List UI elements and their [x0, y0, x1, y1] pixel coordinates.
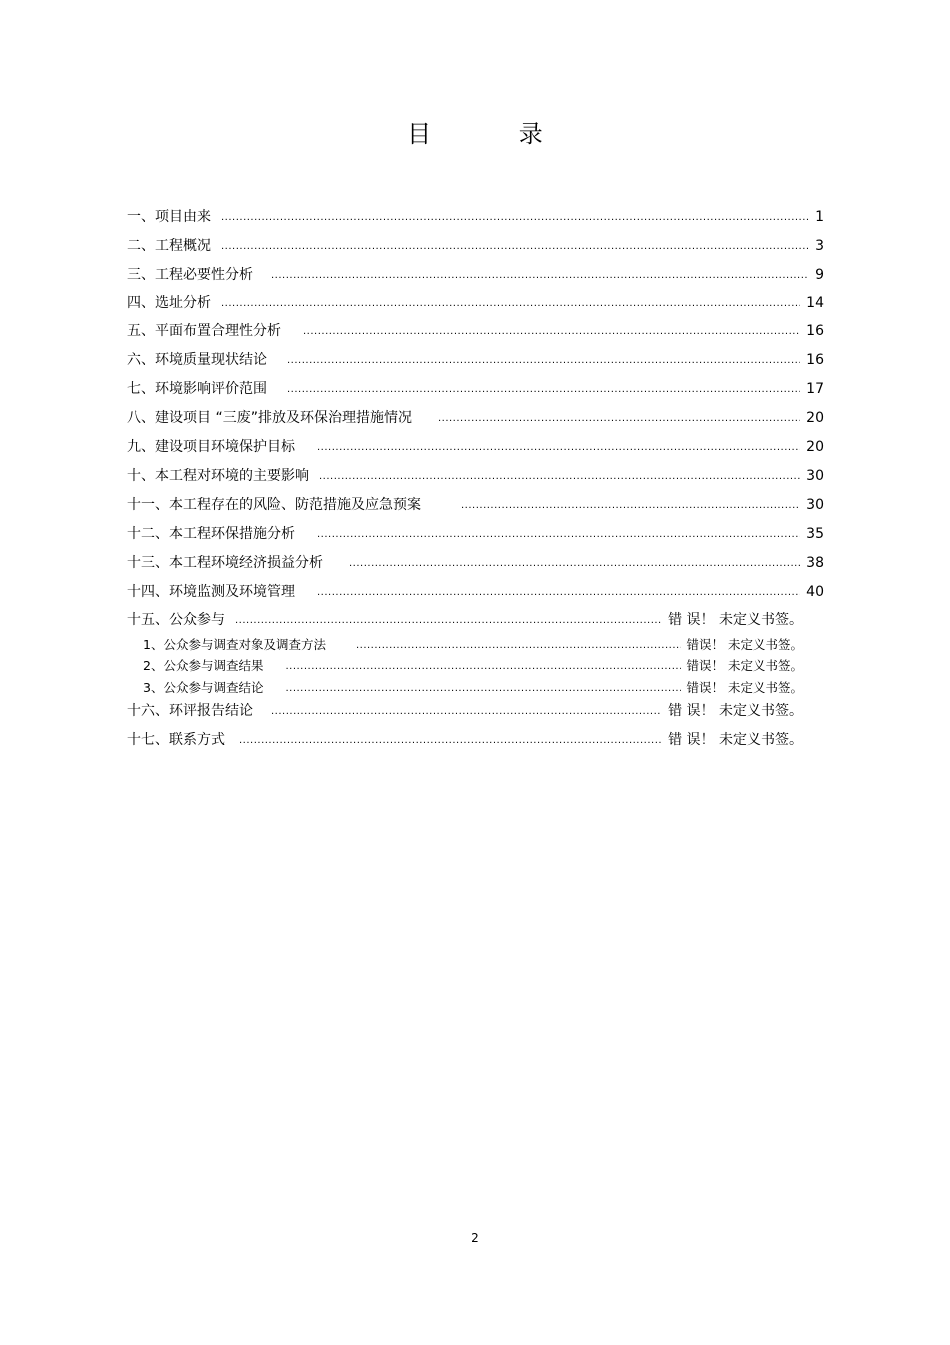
toc-leader-dots — [317, 583, 800, 603]
toc-entry-page: 错误！ 未定义书签。 — [686, 637, 803, 652]
toc-entry-page: 20 — [806, 439, 824, 455]
toc-entry-page: 30 — [806, 468, 824, 484]
toc-entry-label: 3、公众参与调查结论 — [143, 680, 264, 695]
toc-entry[interactable] — [127, 582, 824, 604]
toc-entry[interactable] — [127, 207, 824, 229]
toc-leader-dots — [239, 731, 662, 751]
toc-leader-dots — [317, 438, 800, 458]
toc-entry-label: 十六、环评报告结论 — [127, 703, 253, 719]
toc-leader-dots — [221, 294, 800, 314]
toc-entry-label: 八、建设项目 “三废”排放及环保治理措施情况 — [127, 410, 412, 426]
toc-leader-dots — [317, 525, 800, 545]
toc-leader-dots — [285, 679, 680, 699]
toc-entry[interactable] — [127, 495, 824, 517]
toc-entry-page: 错 误！ 未定义书签。 — [668, 703, 803, 719]
toc-title: 目 录 — [407, 120, 583, 148]
toc-entry-label: 十五、公众参与 — [127, 612, 225, 628]
toc-entry[interactable] — [127, 730, 803, 752]
toc-entry[interactable] — [127, 379, 824, 401]
toc-leader-dots — [287, 380, 800, 400]
toc-leader-dots — [271, 702, 662, 722]
toc-entry-label: 十三、本工程环境经济损益分析 — [127, 555, 323, 571]
toc-leader-dots — [303, 322, 800, 342]
toc-entry-page: 3 — [815, 238, 824, 254]
toc-entry-label: 五、平面布置合理性分析 — [127, 323, 281, 339]
toc-entry-page: 错误！ 未定义书签。 — [686, 658, 803, 673]
toc-entry-label: 1、公众参与调查对象及调查方法 — [143, 637, 326, 652]
toc-entry[interactable] — [127, 265, 824, 287]
toc-entry[interactable] — [127, 466, 824, 488]
toc-entry[interactable] — [127, 293, 824, 315]
toc-entry-page: 9 — [815, 267, 824, 283]
toc-entry-label: 十四、环境监测及环境管理 — [127, 584, 295, 600]
toc-entry-page: 错 误！ 未定义书签。 — [668, 732, 803, 748]
toc-subentry[interactable] — [143, 656, 803, 678]
toc-entry-page: 16 — [806, 323, 824, 339]
toc-entry-label: 二、工程概况 — [127, 238, 211, 254]
toc-entry-page: 38 — [806, 555, 824, 571]
toc-leader-dots — [287, 351, 800, 371]
toc-entry-page: 30 — [806, 497, 824, 513]
toc-leader-dots — [221, 208, 809, 228]
toc-entry-page: 1 — [815, 209, 824, 225]
toc-entry-label: 七、环境影响评价范围 — [127, 381, 267, 397]
toc-entry[interactable] — [127, 437, 824, 459]
toc-entry-label: 六、环境质量现状结论 — [127, 352, 267, 368]
toc-leader-dots — [221, 237, 809, 257]
toc-entry[interactable] — [127, 408, 824, 430]
toc-entry-page: 错误！ 未定义书签。 — [686, 680, 803, 695]
toc-entry-page: 17 — [806, 381, 824, 397]
toc-entry-label: 九、建设项目环境保护目标 — [127, 439, 295, 455]
toc-entry-label: 十七、联系方式 — [127, 732, 225, 748]
toc-entry-label: 十二、本工程环保措施分析 — [127, 526, 295, 542]
toc-entry[interactable] — [127, 701, 803, 723]
toc-entry-page: 14 — [806, 295, 824, 311]
toc-entry[interactable] — [127, 553, 824, 575]
toc-entry[interactable] — [127, 350, 824, 372]
toc-entry-label: 三、工程必要性分析 — [127, 267, 253, 283]
toc-entry[interactable] — [127, 610, 803, 632]
toc-leader-dots — [271, 266, 809, 286]
toc-leader-dots — [356, 636, 681, 656]
toc-entry-page: 40 — [806, 584, 824, 600]
toc-leader-dots — [285, 657, 680, 677]
toc-subentry[interactable] — [143, 635, 803, 657]
toc-entry[interactable] — [127, 236, 824, 258]
toc-entry-label: 十、本工程对环境的主要影响 — [127, 468, 309, 484]
toc-entry-label: 四、选址分析 — [127, 295, 211, 311]
toc-entry[interactable] — [127, 524, 824, 546]
toc-leader-dots — [235, 611, 662, 631]
toc-leader-dots — [319, 467, 800, 487]
toc-leader-dots — [349, 554, 800, 574]
toc-entry-label: 2、公众参与调查结果 — [143, 658, 264, 673]
toc-subentry[interactable] — [143, 678, 803, 700]
toc-entry-label: 一、项目由来 — [127, 209, 211, 225]
toc-entry-page: 错 误！ 未定义书签。 — [668, 612, 803, 628]
toc-entry-page: 35 — [806, 526, 824, 542]
page-number: 2 — [471, 1231, 479, 1245]
toc-entry-page: 16 — [806, 352, 824, 368]
toc-entry[interactable] — [127, 321, 824, 343]
toc-leader-dots — [461, 496, 800, 516]
toc-entry-label: 十一、本工程存在的风险、防范措施及应急预案 — [127, 497, 421, 513]
toc-leader-dots — [438, 409, 800, 429]
toc-entry-page: 20 — [806, 410, 824, 426]
